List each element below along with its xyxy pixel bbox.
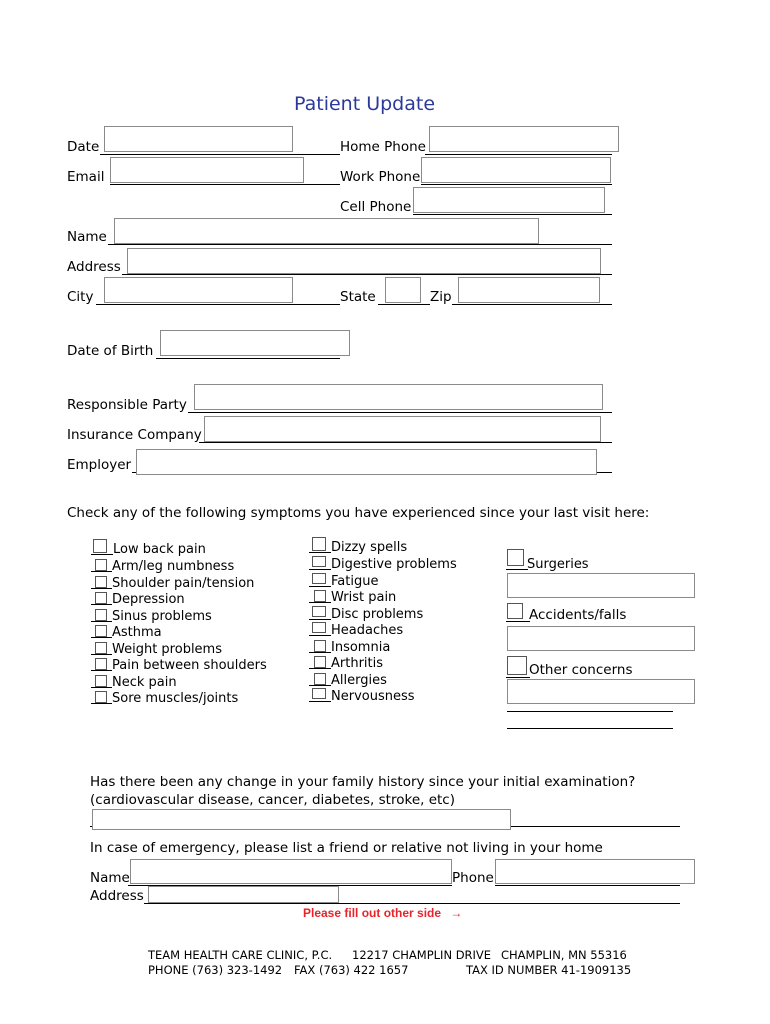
checkbox-underline (91, 554, 113, 555)
symptom-item (91, 589, 291, 606)
employer-label: Employer (67, 457, 132, 473)
emergency-address-field[interactable] (148, 886, 339, 903)
depression-checkbox[interactable] (95, 592, 107, 604)
symptom-item (91, 573, 291, 590)
other-concerns-checkbox[interactable] (507, 656, 527, 675)
insurance-company-label: Insurance Company (67, 427, 202, 443)
pain-between-shoulders-checkbox[interactable] (95, 658, 107, 670)
other-concerns-line-2 (507, 728, 673, 729)
symptom-label: Pain between shoulders (112, 658, 267, 673)
cell-phone-label: Cell Phone (340, 199, 412, 215)
symptom-item (91, 655, 291, 672)
note-text: Please fill out other side (303, 906, 442, 920)
insomnia-checkbox[interactable] (314, 640, 326, 652)
footer-clinic-name: TEAM HEALTH CARE CLINIC, P.C. (148, 948, 333, 962)
symptom-label: Nervousness (331, 689, 415, 704)
checkbox-underline (506, 677, 530, 678)
footer-phone: PHONE (763) 323-1492 (148, 963, 283, 977)
symptom-label: Arthritis (331, 656, 384, 671)
responsible-party-field[interactable] (194, 384, 603, 410)
symptom-label: Depression (112, 592, 185, 607)
symptom-label: Asthma (112, 625, 162, 640)
arrow-right-icon: → (450, 906, 463, 920)
emergency-phone-label: Phone (452, 870, 494, 886)
symptom-item (91, 688, 291, 705)
accidents-falls-label: Accidents/falls (529, 607, 627, 623)
family-history-examples: (cardiovascular disease, cancer, diabetes, stroke, etc) (90, 792, 455, 808)
symptom-label: Insomnia (331, 639, 391, 655)
insurance-company-underline (199, 442, 612, 443)
city-label: City (67, 289, 94, 305)
symptom-item (91, 539, 291, 556)
zip-label: Zip (430, 289, 452, 305)
allergies-checkbox[interactable] (314, 673, 326, 685)
responsible-party-label: Responsible Party (67, 397, 187, 413)
symptom-label: Disc problems (331, 606, 424, 622)
symptom-item (309, 571, 509, 588)
work-phone-underline (421, 184, 612, 185)
insurance-company-field[interactable] (204, 416, 601, 442)
symptom-item (309, 637, 509, 654)
symptom-label: Low back pain (113, 542, 206, 557)
dizzy-spells-checkbox[interactable] (312, 537, 326, 551)
weight-problems-checkbox[interactable] (95, 642, 107, 654)
emergency-address-underline (144, 903, 680, 904)
surgeries-checkbox[interactable] (507, 549, 524, 566)
other-concerns-line-1 (507, 711, 673, 712)
arm-leg-numbness-checkbox[interactable] (95, 559, 107, 571)
footer-city: CHAMPLIN, MN 55316 (501, 948, 627, 962)
digestive-problems-checkbox[interactable] (312, 556, 326, 567)
checkbox-underline (91, 703, 112, 704)
other-concerns-field[interactable] (507, 679, 695, 704)
name-field[interactable] (114, 218, 539, 244)
home-phone-label: Home Phone (340, 139, 426, 155)
state-label: State (340, 289, 376, 305)
symptom-label: Dizzy spells (331, 540, 408, 555)
state-field[interactable] (385, 277, 421, 303)
footer-street: 12217 CHAMPLIN DRIVE (352, 948, 492, 962)
dob-underline (156, 358, 340, 359)
home-phone-field[interactable] (429, 126, 619, 152)
emergency-phone-underline (495, 885, 680, 886)
emergency-prompt: In case of emergency, please list a friend or relative not living in your home (90, 840, 603, 856)
nervousness-checkbox[interactable] (312, 688, 326, 699)
fatigue-checkbox[interactable] (312, 573, 326, 584)
dob-label: Date of Birth (67, 343, 154, 359)
symptom-item (309, 604, 509, 621)
symptom-item (309, 686, 509, 703)
employer-field[interactable] (136, 449, 597, 475)
symptom-item (309, 670, 509, 687)
surgeries-label: Surgeries (527, 557, 589, 572)
asthma-checkbox[interactable] (95, 625, 107, 637)
symptom-label: Weight problems (112, 641, 222, 657)
symptom-label: Wrist pain (331, 590, 397, 605)
email-label: Email (67, 169, 105, 185)
checkbox-underline (506, 569, 528, 570)
checkbox-underline (309, 552, 331, 553)
symptom-label: Arm/leg numbness (112, 559, 235, 574)
accidents-falls-checkbox[interactable] (507, 603, 523, 619)
emergency-name-label: Name (90, 870, 130, 886)
date-label: Date (67, 139, 100, 155)
symptoms-prompt: Check any of the following symptoms you have experienced since your last visit here: (67, 505, 650, 521)
zip-underline (452, 304, 612, 305)
date-underline (100, 154, 340, 155)
family-history-field[interactable] (92, 809, 511, 830)
sore-muscles-checkbox[interactable] (95, 691, 107, 703)
state-underline (378, 304, 430, 305)
emergency-address-label: Address (90, 888, 144, 904)
symptom-label: Headaches (331, 623, 404, 638)
symptom-item (309, 587, 509, 604)
disc-problems-checkbox[interactable] (312, 606, 326, 617)
emergency-phone-field[interactable] (495, 859, 695, 884)
symptom-label: Sore muscles/joints (112, 691, 239, 706)
name-label: Name (67, 229, 107, 245)
city-field[interactable] (104, 277, 293, 303)
address-label: Address (67, 259, 121, 275)
other-concerns-label: Other concerns (529, 662, 633, 678)
symptoms-column-2 (309, 537, 509, 703)
name-underline (108, 244, 612, 245)
symptoms-column-1 (91, 539, 291, 705)
checkbox-underline (309, 701, 331, 702)
low-back-pain-checkbox[interactable] (93, 539, 107, 553)
symptom-item (91, 639, 291, 656)
symptom-label: Sinus problems (112, 608, 212, 624)
accidents-falls-field[interactable] (507, 626, 695, 651)
sinus-problems-checkbox[interactable] (95, 609, 107, 621)
footer-tax-id: TAX ID NUMBER 41-1909135 (466, 963, 632, 977)
symptom-item (91, 622, 291, 639)
zip-field[interactable] (458, 277, 600, 303)
checkbox-underline (506, 621, 530, 622)
cell-phone-field[interactable] (413, 187, 605, 213)
arthritis-checkbox[interactable] (314, 656, 326, 668)
symptom-item (309, 537, 509, 554)
neck-pain-checkbox[interactable] (95, 675, 107, 687)
email-field[interactable] (110, 157, 304, 183)
symptom-item (309, 554, 509, 571)
family-history-question: Has there been any change in your family history since your initial examination? (90, 774, 636, 790)
home-phone-underline (425, 154, 612, 155)
symptom-label: Shoulder pain/tension (112, 575, 255, 591)
shoulder-pain-checkbox[interactable] (95, 576, 107, 588)
address-field[interactable] (127, 248, 601, 274)
date-field[interactable] (104, 126, 293, 152)
responsible-party-underline (188, 412, 612, 413)
email-underline (110, 184, 340, 185)
city-underline (96, 304, 340, 305)
fill-other-side-note (303, 906, 462, 920)
symptom-item (91, 672, 291, 689)
wrist-pain-checkbox[interactable] (314, 590, 326, 602)
address-underline (122, 274, 612, 275)
surgeries-field[interactable] (507, 573, 695, 598)
symptom-label: Fatigue (331, 573, 379, 589)
symptom-label: Allergies (331, 672, 387, 688)
symptom-item (309, 620, 509, 637)
headaches-checkbox[interactable] (312, 622, 326, 633)
work-phone-label: Work Phone (340, 169, 421, 185)
symptom-item (91, 556, 291, 573)
footer-fax: FAX (763) 422 1657 (294, 963, 409, 977)
symptom-label: Neck pain (112, 674, 177, 690)
symptom-label: Digestive problems (331, 557, 457, 572)
symptom-item (91, 606, 291, 623)
symptom-item (309, 653, 509, 670)
dob-field[interactable] (160, 330, 350, 356)
cell-phone-underline (413, 214, 612, 215)
work-phone-field[interactable] (421, 157, 611, 183)
page-title: Patient Update (294, 93, 436, 115)
emergency-name-field[interactable] (130, 859, 452, 884)
